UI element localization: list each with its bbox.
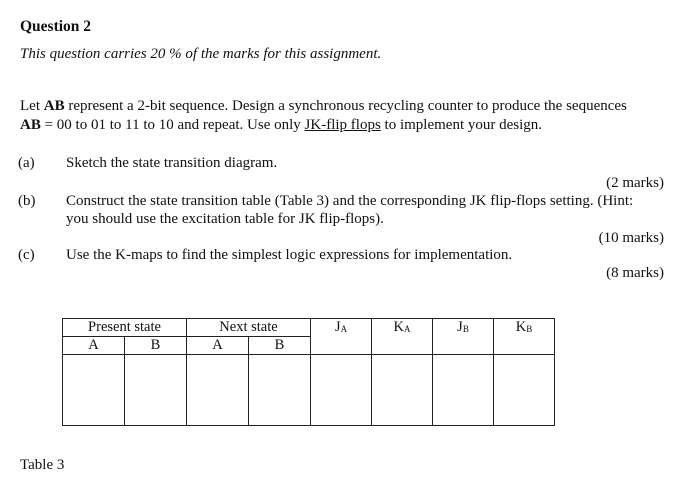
table-cell: [433, 355, 494, 426]
question-subtitle: This question carries 20 % of the marks for this assignment.: [20, 46, 382, 62]
intro-text: = 00 to 01 to 11 to 10 and repeat. Use only: [40, 117, 305, 133]
intro-line-1: [20, 98, 627, 115]
part-c-text: Use the K-maps to find the simplest logic expressions for implementation.: [66, 247, 513, 263]
header-jb: $J_B$: [433, 319, 494, 355]
header-next-state: Next state: [187, 319, 311, 337]
header-present-state: Present state: [63, 319, 187, 337]
part-b-text-line-1: Construct the state transition table (Table 3) and the corresponding JK flip-flops setting. (Hint:: [66, 193, 634, 209]
part-a-marks: (2 marks): [606, 175, 664, 191]
part-c-marks: (8 marks): [606, 265, 664, 281]
part-b-label: (b): [18, 193, 36, 209]
part-a-label: (a): [18, 155, 35, 171]
table-row: [63, 355, 555, 426]
header-next-b: B: [249, 337, 311, 355]
table-cell: [494, 355, 555, 426]
intro-text: Let: [20, 98, 44, 114]
table-cell: [187, 355, 249, 426]
table-caption: Table 3: [20, 457, 65, 473]
header-present-a: A: [63, 337, 125, 355]
intro-text: to implement your design.: [380, 117, 543, 133]
intro-bold-ab: AB: [43, 98, 65, 114]
intro-text: represent a 2-bit sequence. Design a synchronous recycling counter to produce the sequences: [64, 98, 627, 114]
header-ja: $J_A$: [311, 319, 372, 355]
jk-flip-flops-underlined: JK-flip flops: [304, 117, 381, 133]
header-present-b: B: [125, 337, 187, 355]
table-cell: [63, 355, 125, 426]
state-transition-table: [62, 318, 555, 426]
table-cell: [372, 355, 433, 426]
table-header-row: [63, 319, 555, 337]
intro-bold-ab: AB: [20, 117, 41, 133]
intro-line-2: [20, 117, 542, 134]
table-cell: [125, 355, 187, 426]
question-title: Question 2: [20, 18, 92, 35]
part-b-text-line-2: you should use the excitation table for JK flip-flops).: [66, 211, 384, 227]
header-next-a: A: [187, 337, 249, 355]
part-b-marks: (10 marks): [598, 230, 664, 246]
part-a-text: Sketch the state transition diagram.: [66, 155, 278, 171]
part-c-label: (c): [18, 247, 35, 263]
header-kb: $K_B$: [494, 319, 555, 355]
header-ka: $K_A$: [372, 319, 433, 355]
table-cell: [311, 355, 372, 426]
table-cell: [249, 355, 311, 426]
